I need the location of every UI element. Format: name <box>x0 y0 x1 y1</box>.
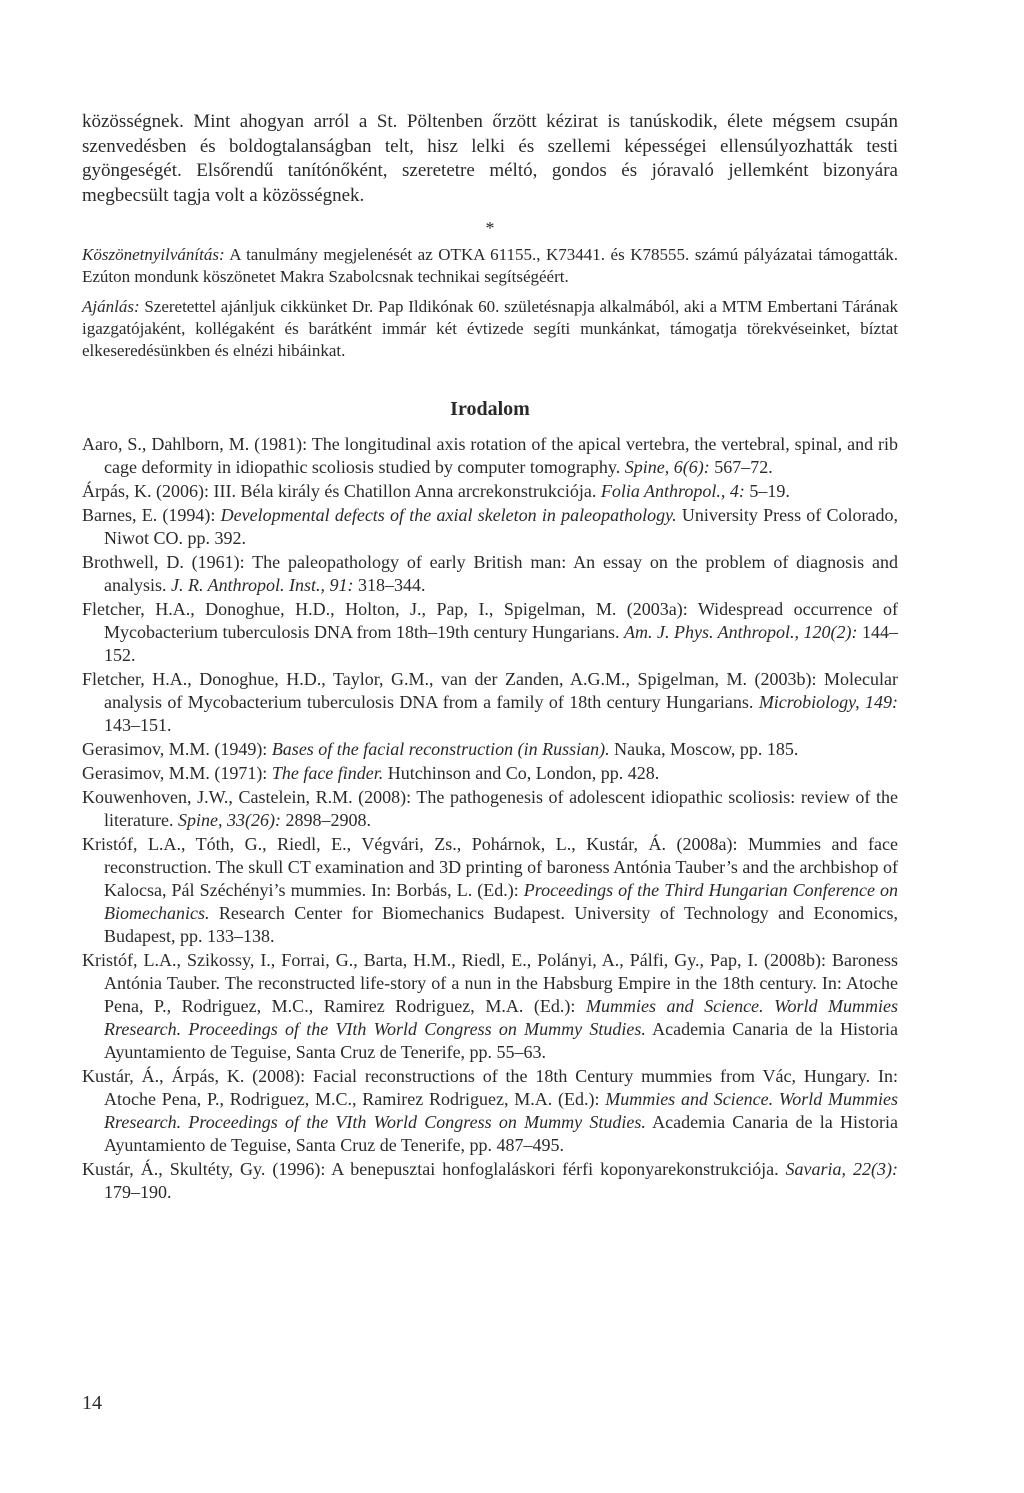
reference-text: 2898–2908. <box>280 810 371 830</box>
reference-italic: Developmental defects of the axial skeleton in paleopathology. <box>220 505 677 525</box>
reference-text: 318–344. <box>353 575 426 595</box>
reference-text: Árpás, K. (2006): III. Béla király és Chatillon Anna arcrekonstrukciója. <box>82 481 601 501</box>
reference-item <box>82 551 898 597</box>
reference-italic: J. R. Anthropol. Inst., 91: <box>171 575 354 595</box>
reference-italic: Savaria, 22(3): <box>785 1159 898 1179</box>
reference-item <box>82 598 898 667</box>
reference-text: Gerasimov, M.M. (1949): <box>82 739 272 759</box>
reference-text: Barnes, E. (1994): <box>82 505 221 525</box>
reference-italic: Proceedings of the Third Hungarian Conference on Biomechanics. <box>104 880 899 923</box>
reference-italic: Mummies and Science. World Mummies Rresearch. Proceedings of the VIth World Congress on Mummy Studies. <box>104 996 899 1039</box>
reference-text: Kustár, Á., Skultéty, Gy. (1996): A benepusztai honfoglaláskori férfi koponyarekonstrukciója. <box>82 1159 786 1179</box>
body-paragraph: közösségnek. Mint ahogyan arról a St. Pöltenben őrzött kézirat is tanúskodik, élete mégsem csupán szenvedésben és boldogtalanságban telt, hisz lelki és szellemi képességei ellensúlyozhatták testi gyöngeségét. Elsőrendű tanítónőként, szeretetre méltó, gondos és jóravaló jellemként bizonyára megbecsült tagja volt a közösségnek. <box>82 111 898 206</box>
reference-text: Fletcher, H.A., Donoghue, H.D., Taylor, G.M., van der Zanden, A.G.M., Spigelman, M. (2003b): Molecular analysis of Mycobacterium tuberculosis DNA from a family of 18th century Hungarians. <box>82 669 898 712</box>
reference-item <box>82 504 898 550</box>
references-heading: Irodalom <box>450 398 530 420</box>
dedication-text: Szeretettel ajánljuk cikkünket Dr. Pap Ildikónak 60. születésnapja alkalmából, aki a MTM Embertani Tárának igazgatójaként, kollégaként és barátként immár két évtizede segíti munkánkat, támogatja törekvéseinket, bíztat elkeseredésünkben és elnézi hibáinkat. <box>82 297 898 360</box>
reference-italic: Bases of the facial reconstruction (in Russian). <box>271 739 610 759</box>
acknowledgement-text: A tanulmány megjelenését az OTKA 61155., K73441. és K78555. számú pályázatai támogatták. Ezúton mondunk köszönetet Makra Szabolcsnak technikai segítségéért. <box>82 245 898 286</box>
reference-italic: Microbiology, 149: <box>758 692 898 712</box>
reference-italic: Am. J. Phys. Anthropol., 120(2): <box>623 622 858 642</box>
reference-list <box>82 433 898 1204</box>
reference-text: Brothwell, D. (1961): The paleopathology of early British man: An essay on the problem of diagnosis and analysis. <box>82 552 898 595</box>
reference-text: Kustár, Á., Árpás, K. (2008): Facial reconstructions of the 18th Century mummies from Vác, Hungary. In: Atoche Pena, P., Rodriguez, M.C., Ramirez Rodriguez, M.A. (Ed.): <box>82 1066 898 1109</box>
reference-text: Hutchinson and Co, London, pp. 428. <box>383 763 660 783</box>
reference-item <box>82 480 898 503</box>
reference-text: Kristóf, L.A., Tóth, G., Riedl, E., Végvári, Zs., Pohárnok, L., Kustár, Á. (2008a): Mummies and face reconstruction. The skull CT examination and 3D printing of baroness Antónia Tauber’s and the archbishop of Kalocsa, Pál Széchényi’s mummies. In: Borbás, L. (Ed.): <box>82 834 898 900</box>
reference-text: 5–19. <box>744 481 790 501</box>
reference-item <box>82 762 898 785</box>
dedication <box>82 296 898 362</box>
acknowledgement <box>82 244 898 288</box>
reference-item <box>82 786 898 832</box>
reference-item <box>82 433 898 479</box>
reference-text: 567–72. <box>709 457 773 477</box>
reference-text: 144–152. <box>104 622 899 665</box>
reference-text: Gerasimov, M.M. (1971): <box>82 763 272 783</box>
reference-text: Research Center for Biomechanics Budapest. University of Technology and Economics, Budapest, pp. 133–138. <box>104 903 898 946</box>
reference-item <box>82 949 898 1064</box>
section-separator: * <box>485 218 495 238</box>
reference-text: Kristóf, L.A., Szikossy, I., Forrai, G., Barta, H.M., Riedl, E., Polányi, A., Pálfi, Gy., Pap, I. (2008b): Baroness Antónia Tauber. The reconstructed life-story of a nun in the Habsburg Empire in the 18th century. In: Atoche Pena, P., Rodriguez, M.C., Ramirez Rodriguez, M.A. (Ed.): <box>82 950 898 1016</box>
reference-text: Fletcher, H.A., Donoghue, H.D., Holton, J., Pap, I., Spigelman, M. (2003a): Widespread occurrence of Mycobacterium tuberculosis DNA from 18th–19th century Hungarians. <box>82 599 898 642</box>
reference-item <box>82 738 898 761</box>
reference-text: Academia Canaria de la Historia Ayuntamiento de Teguise, Santa Cruz de Tenerife, pp. 487–495. <box>104 1112 898 1155</box>
reference-text: Nauka, Moscow, pp. 185. <box>609 739 799 759</box>
reference-text: Aaro, S., Dahlborn, M. (1981): The longitudinal axis rotation of the apical vertebra, the vertebral, spinal, and rib cage deformity in idiopathic scoliosis studied by computer tomography. <box>82 434 898 477</box>
reference-item <box>82 833 898 948</box>
page-number: 14 <box>82 1392 102 1414</box>
dedication-label: Ajánlás: <box>82 297 140 316</box>
reference-italic: Mummies and Science. World Mummies Rresearch. Proceedings of the VIth World Congress on Mummy Studies. <box>104 1089 898 1132</box>
reference-text: 143–151. <box>104 715 172 735</box>
acknowledgement-label: Köszönetnyilvánítás: <box>82 245 225 264</box>
reference-italic: The face finder. <box>271 763 384 783</box>
reference-item <box>82 1158 898 1204</box>
reference-item <box>82 668 898 737</box>
reference-text: Kouwenhoven, J.W., Castelein, R.M. (2008): The pathogenesis of adolescent idiopathic scoliosis: review of the literature. <box>82 787 898 830</box>
reference-text: Academia Canaria de la Historia Ayuntamiento de Teguise, Santa Cruz de Tenerife, pp. 55–63. <box>104 1019 898 1062</box>
reference-item <box>82 1065 898 1157</box>
reference-italic: Spine, 33(26): <box>177 810 281 830</box>
reference-italic: Spine, 6(6): <box>624 457 710 477</box>
content <box>82 110 898 1205</box>
reference-italic: Folia Anthropol., 4: <box>600 481 745 501</box>
reference-text: University Press of Colorado, Niwot CO. pp. 392. <box>104 505 899 548</box>
reference-text: 179–190. <box>104 1182 172 1202</box>
